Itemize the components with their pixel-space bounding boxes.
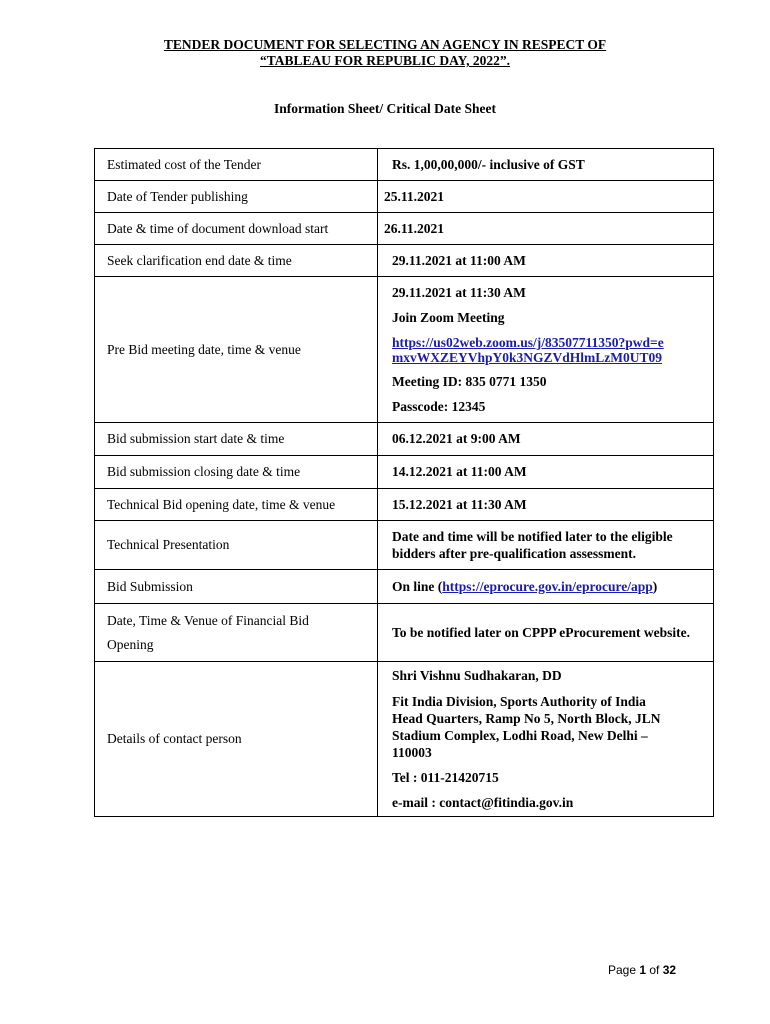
row-value: 25.11.2021 xyxy=(378,181,714,213)
table-row xyxy=(95,456,714,489)
table-row xyxy=(95,521,714,570)
row-label: Bid Submission xyxy=(95,570,378,604)
row-label: Details of contact person xyxy=(95,662,378,817)
table-row xyxy=(95,149,714,181)
row-label: Estimated cost of the Tender xyxy=(95,149,378,181)
contact-name: Shri Vishnu Sudhakaran, DD xyxy=(392,667,562,683)
row-label: Seek clarification end date & time xyxy=(95,245,378,277)
financial-label-line2: Opening xyxy=(107,636,154,652)
passcode: Passcode: 12345 xyxy=(392,398,486,414)
row-value: 29.11.2021 at 11:00 AM xyxy=(378,245,714,277)
address-line: 110003 xyxy=(392,744,432,760)
critical-date-table xyxy=(94,148,714,817)
link-prefix: On line ( xyxy=(392,578,443,594)
table-row xyxy=(95,423,714,456)
row-label: Technical Presentation xyxy=(95,521,378,570)
contact-details xyxy=(378,662,714,817)
row-label: Date & time of document download start xyxy=(95,213,378,245)
table-row xyxy=(95,662,714,817)
financial-label-line1: Date, Time & Venue of Financial Bid xyxy=(107,612,309,628)
row-value: 15.12.2021 at 11:30 AM xyxy=(378,489,714,521)
prebid-datetime: 29.11.2021 at 11:30 AM xyxy=(392,284,526,300)
address-line: Fit India Division, Sports Authority of India xyxy=(392,693,646,709)
sheet-subtitle: Information Sheet/ Critical Date Sheet xyxy=(274,101,496,116)
table-row xyxy=(95,213,714,245)
page-prefix: Page xyxy=(608,963,640,977)
table-row xyxy=(95,570,714,604)
row-value: Rs. 1,00,00,000/- inclusive of GST xyxy=(378,149,714,181)
address-line: Head Quarters, Ramp No 5, North Block, JLN xyxy=(392,710,661,726)
table-row xyxy=(95,181,714,213)
zoom-link[interactable] xyxy=(392,335,713,365)
total-pages: 32 xyxy=(662,963,677,977)
zoom-link-line1[interactable]: https://us02web.zoom.us/j/83507711350?pwd=e xyxy=(392,334,664,350)
link-suffix: ) xyxy=(652,578,658,594)
meeting-id: Meeting ID: 835 0771 1350 xyxy=(392,373,547,389)
contact-tel: Tel : 011-21420715 xyxy=(392,769,499,785)
bid-submission-value xyxy=(378,570,714,604)
row-value: To be notified later on CPPP eProcurement website. xyxy=(378,604,714,662)
row-value: 26.11.2021 xyxy=(378,213,714,245)
table-row xyxy=(95,604,714,662)
row-label: Date of Tender publishing xyxy=(95,181,378,213)
table-row xyxy=(95,277,714,423)
row-label: Bid submission closing date & time xyxy=(95,456,378,489)
row-value: 06.12.2021 at 9:00 AM xyxy=(378,423,714,456)
document-title-line1: TENDER DOCUMENT FOR SELECTING AN AGENCY IN RESPECT OF xyxy=(163,37,607,52)
table-row xyxy=(95,489,714,521)
address-line: Stadium Complex, Lodhi Road, New Delhi – xyxy=(392,727,648,743)
document-title-line2: “TABLEAU FOR REPUBLIC DAY, 2022”. xyxy=(259,53,511,68)
prebid-details xyxy=(378,277,714,423)
financial-label xyxy=(95,604,378,662)
row-label: Bid submission start date & time xyxy=(95,423,378,456)
zoom-label: Join Zoom Meeting xyxy=(392,309,505,325)
row-label: Technical Bid opening date, time & venue xyxy=(95,489,378,521)
contact-address xyxy=(392,693,713,761)
table-row xyxy=(95,245,714,277)
row-value: 14.12.2021 at 11:00 AM xyxy=(378,456,714,489)
page-of: of xyxy=(646,963,663,977)
page-number xyxy=(608,963,676,977)
eprocure-link[interactable]: https://eprocure.gov.in/eprocure/app xyxy=(442,578,653,594)
current-page: 1 xyxy=(639,963,647,977)
row-label: Pre Bid meeting date, time & venue xyxy=(95,277,378,423)
contact-email: e-mail : contact@fitindia.gov.in xyxy=(392,794,574,810)
row-value: Date and time will be notified later to the eligible bidders after pre-qualification assessment. xyxy=(378,521,714,570)
zoom-link-line2[interactable]: mxvWXZEYVhpY0k3NGZVdHlmLzM0UT09 xyxy=(392,349,663,365)
